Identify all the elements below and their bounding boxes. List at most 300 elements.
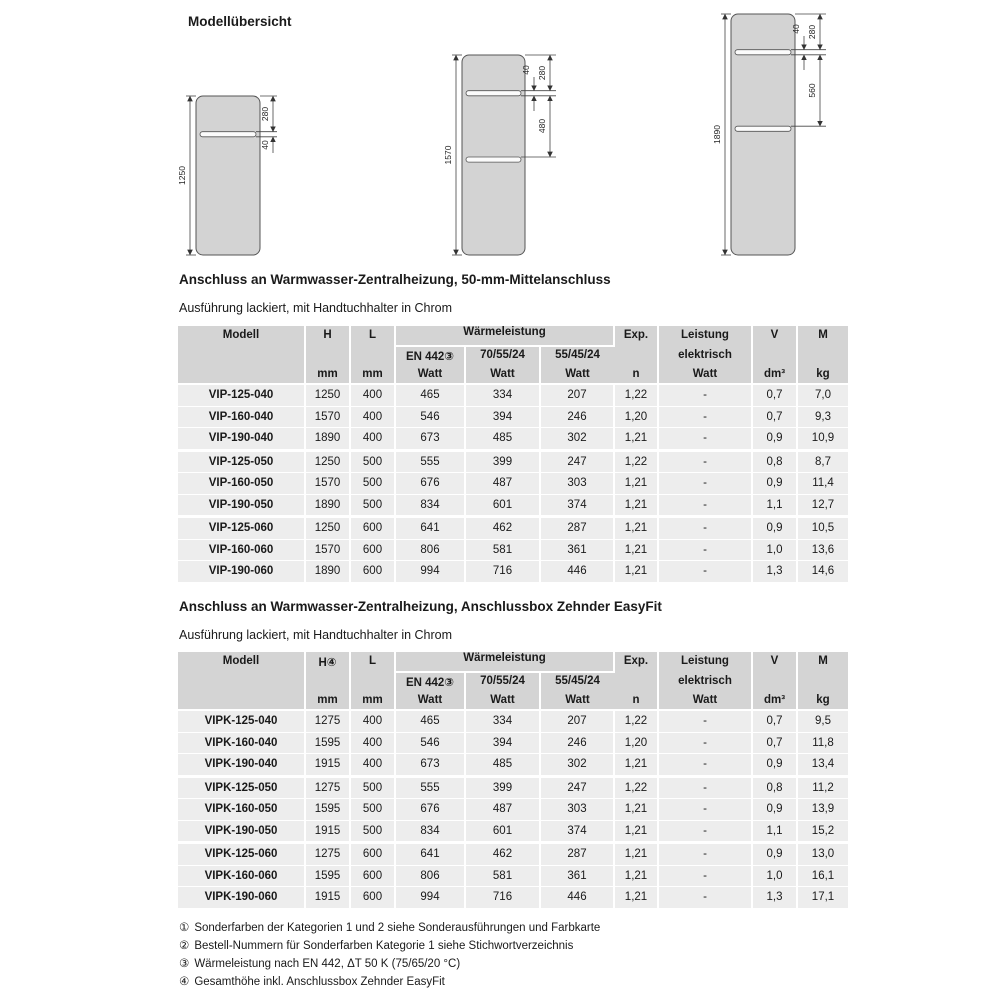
table-body [178, 710, 848, 909]
watt-705524-cell: 334 [465, 710, 540, 732]
footnote-text: Sonderfarben der Kategorien 1 und 2 siehe Sonderausführungen und Farbkarte [194, 922, 601, 934]
en442-watt-cell: 465 [395, 710, 465, 732]
volume-cell: 0,9 [752, 428, 797, 451]
volume-cell: 0,7 [752, 384, 797, 406]
length-cell: 500 [350, 820, 395, 843]
exp-cell: 1,20 [614, 732, 658, 754]
mass-cell: 15,2 [797, 820, 848, 843]
col-header-v [752, 326, 797, 384]
exp-cell: 1,21 [614, 561, 658, 584]
length-cell: 400 [350, 406, 395, 428]
length-cell: 600 [350, 843, 395, 866]
table-row [178, 799, 848, 821]
col-header-554524 [540, 346, 614, 384]
height-cell: 1915 [305, 754, 350, 777]
height-cell: 1595 [305, 732, 350, 754]
mass-cell: 7,0 [797, 384, 848, 406]
height-cell: 1890 [305, 428, 350, 451]
col-header-label: 55/45/24 [555, 675, 600, 687]
spec-table-mittelanschluss [178, 326, 848, 585]
table-header [178, 652, 848, 710]
length-cell: 400 [350, 384, 395, 406]
col-header-705524 [465, 672, 540, 710]
model-cell: VIPK-160-060 [178, 865, 305, 887]
col-header-label: elektrisch [678, 674, 732, 687]
dim-label-total-height: 1570 [443, 145, 453, 165]
table-body [178, 384, 848, 583]
col-header-l [350, 652, 395, 710]
dim-label-bar-spacing: 480 [537, 118, 547, 134]
watt-554524-cell: 246 [540, 732, 614, 754]
watt-705524-cell: 462 [465, 517, 540, 540]
watt-705524-cell: 462 [465, 843, 540, 866]
table-row [178, 517, 848, 540]
footnote-2 [179, 937, 600, 955]
watt-705524-cell: 716 [465, 887, 540, 910]
watt-705524-cell: 487 [465, 799, 540, 821]
exp-cell: 1,21 [614, 843, 658, 866]
mass-cell: 9,5 [797, 710, 848, 732]
leistung-elektrisch-cell: - [658, 473, 752, 495]
watt-705524-cell: 716 [465, 561, 540, 584]
col-header-label: elektrisch [678, 348, 732, 361]
col-header-label: M [818, 329, 828, 341]
model-cell: VIP-125-050 [178, 450, 305, 473]
exp-cell: 1,21 [614, 539, 658, 561]
col-header-label: 55/45/24 [555, 349, 600, 361]
watt-705524-cell: 399 [465, 776, 540, 799]
watt-554524-cell: 246 [540, 406, 614, 428]
col-header-label: Leistung [681, 329, 729, 341]
col-header-label: V [770, 329, 779, 341]
leistung-elektrisch-cell: - [658, 517, 752, 540]
exp-cell: 1,22 [614, 450, 658, 473]
volume-cell: 0,9 [752, 517, 797, 540]
col-unit-label: n [632, 694, 640, 706]
model-cell: VIP-125-040 [178, 384, 305, 406]
section-1-subheading: Ausführung lackiert, mit Handtuchhalter in Chrom [179, 301, 453, 315]
table-row [178, 732, 848, 754]
watt-705524-cell: 485 [465, 754, 540, 777]
dim-label-top-offset: 280 [260, 106, 270, 122]
mass-cell: 11,2 [797, 776, 848, 799]
table-row [178, 428, 848, 451]
volume-cell: 1,3 [752, 887, 797, 910]
watt-554524-cell: 374 [540, 494, 614, 517]
footnote-3 [179, 955, 600, 973]
footnote-text: Gesamthöhe inkl. Anschlussbox Zehnder EasyFit [194, 976, 445, 988]
section-2-heading: Anschluss an Warmwasser-Zentralheizung, Anschlussbox Zehnder EasyFit [179, 599, 662, 614]
mass-cell: 12,7 [797, 494, 848, 517]
col-header-label: 70/55/24 [480, 675, 525, 687]
watt-554524-cell: 207 [540, 710, 614, 732]
towel-bar-slot [466, 91, 521, 96]
col-unit-label: Watt [692, 368, 718, 380]
height-cell: 1570 [305, 406, 350, 428]
exp-cell: 1,21 [614, 754, 658, 777]
en442-watt-cell: 641 [395, 517, 465, 540]
length-cell: 500 [350, 494, 395, 517]
en442-watt-cell: 641 [395, 843, 465, 866]
col-header-label: M [818, 655, 828, 667]
col-header-leistung-elektrisch [658, 652, 752, 710]
exp-cell: 1,21 [614, 428, 658, 451]
col-header-label: 70/55/24 [480, 349, 525, 361]
mass-cell: 14,6 [797, 561, 848, 584]
exp-cell: 1,21 [614, 473, 658, 495]
watt-554524-cell: 374 [540, 820, 614, 843]
length-cell: 400 [350, 732, 395, 754]
col-header-modell [178, 326, 305, 384]
dim-label-total-height: 1250 [177, 166, 187, 185]
watt-554524-cell: 303 [540, 473, 614, 495]
length-cell: 600 [350, 517, 395, 540]
model-cell: VIPK-125-050 [178, 776, 305, 799]
length-cell: 400 [350, 428, 395, 451]
col-header-leistung-elektrisch [658, 326, 752, 384]
footnote-marker: ④ [179, 976, 190, 988]
towel-bar-slot [200, 132, 256, 137]
page-title: Modellübersicht [188, 14, 292, 29]
en442-watt-cell: 676 [395, 799, 465, 821]
col-header-label: V [770, 655, 779, 667]
col-unit-label: mm [317, 368, 338, 380]
col-unit-label: Watt [565, 368, 590, 380]
model-cell: VIPK-125-040 [178, 710, 305, 732]
en442-watt-cell: 546 [395, 406, 465, 428]
col-unit-label: Watt [565, 694, 590, 706]
col-header-label: H④ [318, 657, 337, 669]
mass-cell: 17,1 [797, 887, 848, 910]
watt-705524-cell: 601 [465, 494, 540, 517]
dim-label-top-offset: 280 [807, 24, 817, 40]
dim-label-bar-spacing: 560 [807, 83, 817, 98]
col-header-h [305, 652, 350, 710]
height-cell: 1915 [305, 820, 350, 843]
model-cell: VIP-190-040 [178, 428, 305, 451]
volume-cell: 0,7 [752, 406, 797, 428]
radiator-body [462, 55, 525, 255]
exp-cell: 1,21 [614, 517, 658, 540]
col-header-label: H [323, 329, 332, 341]
leistung-elektrisch-cell: - [658, 776, 752, 799]
table-row [178, 710, 848, 732]
dim-label-bar-thickness: 40 [791, 24, 801, 34]
height-cell: 1890 [305, 494, 350, 517]
dim-label-bar-thickness: 40 [521, 65, 531, 75]
watt-554524-cell: 207 [540, 384, 614, 406]
dim-label-top-offset: 280 [537, 65, 547, 81]
radiator-body [196, 96, 260, 255]
watt-705524-cell: 601 [465, 820, 540, 843]
en442-watt-cell: 673 [395, 428, 465, 451]
height-cell: 1595 [305, 799, 350, 821]
col-header-label: EN 442③ [405, 351, 455, 363]
volume-cell: 0,9 [752, 473, 797, 495]
col-header-label: Exp. [623, 655, 649, 667]
mass-cell: 8,7 [797, 450, 848, 473]
watt-705524-cell: 334 [465, 384, 540, 406]
watt-705524-cell: 399 [465, 450, 540, 473]
length-cell: 600 [350, 561, 395, 584]
table-row [178, 776, 848, 799]
length-cell: 600 [350, 887, 395, 910]
leistung-elektrisch-cell: - [658, 494, 752, 517]
col-header-label: L [368, 655, 377, 667]
col-header-en442 [395, 672, 465, 710]
towel-bar-slot [466, 157, 521, 162]
table-row [178, 865, 848, 887]
length-cell: 500 [350, 799, 395, 821]
model-cell: VIPK-190-040 [178, 754, 305, 777]
height-cell: 1890 [305, 561, 350, 584]
volume-cell: 1,0 [752, 539, 797, 561]
table-row [178, 820, 848, 843]
watt-554524-cell: 446 [540, 561, 614, 584]
spec-table-easyfit [178, 652, 848, 911]
col-header-m [797, 652, 848, 710]
length-cell: 600 [350, 865, 395, 887]
exp-cell: 1,21 [614, 799, 658, 821]
footnote-text: Wärmeleistung nach EN 442, ΔT 50 K (75/65/20 °C) [194, 958, 461, 970]
volume-cell: 1,1 [752, 820, 797, 843]
watt-705524-cell: 485 [465, 428, 540, 451]
radiator-diagram-1250 [165, 85, 295, 265]
mass-cell: 13,6 [797, 539, 848, 561]
table-row [178, 887, 848, 910]
col-header-modell [178, 652, 305, 710]
exp-cell: 1,21 [614, 887, 658, 910]
mass-cell: 10,9 [797, 428, 848, 451]
watt-554524-cell: 446 [540, 887, 614, 910]
watt-554524-cell: 361 [540, 865, 614, 887]
en442-watt-cell: 676 [395, 473, 465, 495]
table-row [178, 406, 848, 428]
height-cell: 1250 [305, 517, 350, 540]
table-row [178, 473, 848, 495]
watt-554524-cell: 361 [540, 539, 614, 561]
leistung-elektrisch-cell: - [658, 561, 752, 584]
en442-watt-cell: 555 [395, 776, 465, 799]
exp-cell: 1,22 [614, 384, 658, 406]
table-row [178, 384, 848, 406]
radiator-diagram-1890 [700, 5, 830, 265]
col-unit-label: dm³ [763, 694, 786, 706]
mass-cell: 16,1 [797, 865, 848, 887]
model-cell: VIP-190-050 [178, 494, 305, 517]
table-row [178, 843, 848, 866]
table-header [178, 326, 848, 384]
model-cell: VIPK-160-040 [178, 732, 305, 754]
model-cell: VIPK-190-060 [178, 887, 305, 910]
col-unit-label: kg [816, 368, 830, 380]
exp-cell: 1,21 [614, 865, 658, 887]
col-unit-label: Watt [692, 694, 718, 706]
exp-cell: 1,22 [614, 776, 658, 799]
volume-cell: 0,9 [752, 843, 797, 866]
col-header-label: EN 442③ [405, 677, 455, 689]
col-unit-label: mm [362, 694, 383, 706]
footnote-marker: ③ [179, 958, 190, 970]
height-cell: 1570 [305, 473, 350, 495]
height-cell: 1250 [305, 450, 350, 473]
col-unit-label: Watt [417, 694, 443, 706]
col-header-label: Leistung [681, 655, 729, 667]
volume-cell: 1,3 [752, 561, 797, 584]
footnote-marker: ① [179, 922, 190, 934]
length-cell: 400 [350, 754, 395, 777]
mass-cell: 10,5 [797, 517, 848, 540]
footnote-marker: ② [179, 940, 190, 952]
en442-watt-cell: 806 [395, 539, 465, 561]
leistung-elektrisch-cell: - [658, 384, 752, 406]
en442-watt-cell: 806 [395, 865, 465, 887]
leistung-elektrisch-cell: - [658, 406, 752, 428]
volume-cell: 0,8 [752, 776, 797, 799]
length-cell: 600 [350, 539, 395, 561]
mass-cell: 13,0 [797, 843, 848, 866]
length-cell: 500 [350, 473, 395, 495]
model-cell: VIPK-125-060 [178, 843, 305, 866]
watt-554524-cell: 303 [540, 799, 614, 821]
model-cell: VIP-160-050 [178, 473, 305, 495]
en442-watt-cell: 555 [395, 450, 465, 473]
footnote-1 [179, 919, 600, 937]
towel-bar-slot [735, 126, 791, 131]
col-header-en442 [395, 346, 465, 384]
volume-cell: 1,1 [752, 494, 797, 517]
watt-705524-cell: 394 [465, 732, 540, 754]
height-cell: 1570 [305, 539, 350, 561]
en442-watt-cell: 994 [395, 887, 465, 910]
length-cell: 400 [350, 710, 395, 732]
mass-cell: 11,4 [797, 473, 848, 495]
mass-cell: 11,8 [797, 732, 848, 754]
leistung-elektrisch-cell: - [658, 754, 752, 777]
col-unit-label: kg [816, 694, 830, 706]
en442-watt-cell: 834 [395, 494, 465, 517]
col-header-m [797, 326, 848, 384]
watt-554524-cell: 302 [540, 428, 614, 451]
section-2-subheading: Ausführung lackiert, mit Handtuchhalter in Chrom [179, 628, 453, 642]
model-cell: VIPK-190-050 [178, 820, 305, 843]
leistung-elektrisch-cell: - [658, 820, 752, 843]
exp-cell: 1,20 [614, 406, 658, 428]
col-unit-label: mm [362, 368, 383, 380]
watt-554524-cell: 302 [540, 754, 614, 777]
volume-cell: 0,9 [752, 754, 797, 777]
height-cell: 1595 [305, 865, 350, 887]
dim-label-total-height: 1890 [712, 125, 722, 144]
watt-554524-cell: 247 [540, 776, 614, 799]
height-cell: 1250 [305, 384, 350, 406]
col-unit-label: Watt [417, 368, 443, 380]
col-header-waermeleistung: Wärmeleistung [395, 652, 614, 672]
col-header-label: Exp. [623, 329, 649, 341]
en442-watt-cell: 673 [395, 754, 465, 777]
leistung-elektrisch-cell: - [658, 865, 752, 887]
watt-705524-cell: 394 [465, 406, 540, 428]
volume-cell: 0,8 [752, 450, 797, 473]
model-cell: VIPK-160-050 [178, 799, 305, 821]
height-cell: 1275 [305, 843, 350, 866]
watt-554524-cell: 287 [540, 517, 614, 540]
volume-cell: 0,7 [752, 732, 797, 754]
col-unit-label: n [632, 368, 640, 380]
leistung-elektrisch-cell: - [658, 799, 752, 821]
model-cell: VIP-125-060 [178, 517, 305, 540]
watt-705524-cell: 581 [465, 539, 540, 561]
col-header-exp [614, 652, 658, 710]
col-header-705524 [465, 346, 540, 384]
leistung-elektrisch-cell: - [658, 843, 752, 866]
dim-label-bar-thickness: 40 [260, 140, 270, 150]
model-cell: VIP-190-060 [178, 561, 305, 584]
col-header-waermeleistung: Wärmeleistung [395, 326, 614, 346]
leistung-elektrisch-cell: - [658, 710, 752, 732]
col-header-label: Modell [222, 655, 260, 667]
col-unit-label: Watt [490, 694, 515, 706]
footnote-4 [179, 973, 600, 991]
height-cell: 1275 [305, 710, 350, 732]
mass-cell: 9,3 [797, 406, 848, 428]
table-row [178, 494, 848, 517]
mass-cell: 13,9 [797, 799, 848, 821]
exp-cell: 1,21 [614, 820, 658, 843]
length-cell: 500 [350, 450, 395, 473]
watt-554524-cell: 247 [540, 450, 614, 473]
col-header-label: Modell [222, 329, 260, 341]
leistung-elektrisch-cell: - [658, 539, 752, 561]
volume-cell: 1,0 [752, 865, 797, 887]
col-unit-label: mm [317, 694, 338, 706]
exp-cell: 1,22 [614, 710, 658, 732]
watt-705524-cell: 487 [465, 473, 540, 495]
table-row [178, 561, 848, 584]
leistung-elektrisch-cell: - [658, 887, 752, 910]
footnotes [179, 919, 600, 991]
col-header-554524 [540, 672, 614, 710]
col-header-h [305, 326, 350, 384]
model-cell: VIP-160-040 [178, 406, 305, 428]
volume-cell: 0,9 [752, 799, 797, 821]
height-cell: 1275 [305, 776, 350, 799]
col-header-v [752, 652, 797, 710]
leistung-elektrisch-cell: - [658, 428, 752, 451]
length-cell: 500 [350, 776, 395, 799]
col-unit-label: dm³ [763, 368, 786, 380]
section-1-heading: Anschluss an Warmwasser-Zentralheizung, 50-mm-Mittelanschluss [179, 272, 611, 287]
en442-watt-cell: 546 [395, 732, 465, 754]
leistung-elektrisch-cell: - [658, 732, 752, 754]
en442-watt-cell: 994 [395, 561, 465, 584]
radiator-diagram-1570 [432, 45, 562, 265]
col-header-exp [614, 326, 658, 384]
towel-bar-slot [735, 50, 791, 55]
exp-cell: 1,21 [614, 494, 658, 517]
mass-cell: 13,4 [797, 754, 848, 777]
table-row [178, 754, 848, 777]
table-row [178, 539, 848, 561]
watt-705524-cell: 581 [465, 865, 540, 887]
col-header-label: L [368, 329, 377, 341]
watt-554524-cell: 287 [540, 843, 614, 866]
en442-watt-cell: 834 [395, 820, 465, 843]
col-header-l [350, 326, 395, 384]
en442-watt-cell: 465 [395, 384, 465, 406]
table-row [178, 450, 848, 473]
col-unit-label: Watt [490, 368, 515, 380]
